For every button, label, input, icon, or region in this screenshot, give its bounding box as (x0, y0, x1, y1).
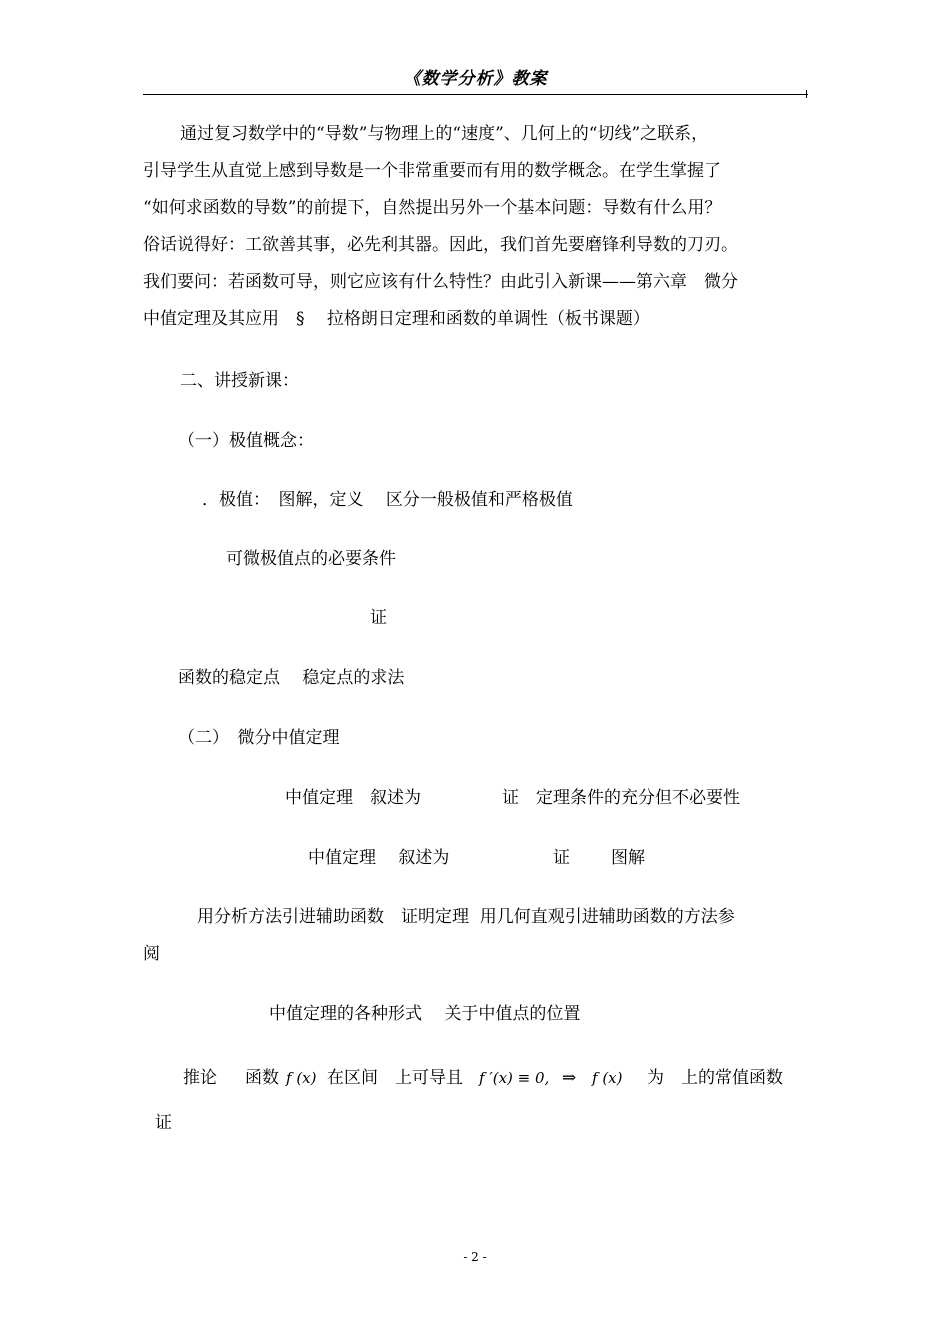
corollary-text-3: 为 上的常值函数 (647, 1068, 783, 1088)
intro-line-2: 引导学生从直觉上感到导数是一个非常重要而有用的数学概念。在学生掌握了 (143, 161, 721, 181)
theorem1-proof: 证 定理条件的充分但不必要性 (502, 788, 740, 808)
part2-title: （二） 微分中值定理 (178, 728, 340, 748)
forms-line: 中值定理的各种形式 关于中值点的位置 (269, 1004, 581, 1024)
corollary-text-2: 在区间 上可导且 (327, 1068, 463, 1088)
corollary-text-1: 函数 (245, 1068, 279, 1088)
theorem2-proof: 证 (553, 848, 570, 868)
corollary-proof: 证 (155, 1113, 172, 1133)
corollary-condition: f ′(x) ≡ 0, (479, 1069, 550, 1087)
page-header-title: 《数学分析》教案 (403, 69, 548, 89)
stationary-line: 函数的稳定点 稳定点的求法 (178, 668, 405, 688)
theorem2-diagram: 图解 (611, 848, 645, 868)
section-title: 二、讲授新课： (180, 371, 299, 391)
intro-line-3: “如何求函数的导数”的前提下，自然提出另外一个基本问题：导数有什么用？ (143, 198, 722, 218)
intro-line-5: 我们要问：若函数可导，则它应该有什么特性？由此引入新课——第六章 微分 (143, 272, 738, 292)
intro-line-1: 通过复习数学中的“导数”与物理上的“速度”、几何上的“切线”之联系， (180, 124, 709, 144)
part1-title: （一）极值概念： (178, 431, 314, 451)
extremum-line: ．极值： 图解，定义 区分一般极值和严格极值 (202, 490, 573, 510)
theorem2-statement: 中值定理 叙述为 (308, 848, 450, 868)
implies-symbol: ⇒ (562, 1068, 577, 1088)
intro-line-4: 俗话说得好：工欲善其事，必先利其器。因此，我们首先要磨锋利导数的刀刃。 (143, 235, 738, 255)
theorem1-statement: 中值定理 叙述为 (285, 788, 421, 808)
proof-label: 证 (370, 608, 387, 628)
necessary-condition: 可微极值点的必要条件 (226, 549, 396, 569)
method-line-2: 阅 (143, 944, 160, 964)
corollary-fx: f (x) (286, 1069, 317, 1087)
header-rule-end (806, 90, 807, 98)
intro-line-6: 中值定理及其应用 § 拉格朗日定理和函数的单调性（板书课题） (143, 309, 650, 329)
page-number: - 2 - (463, 1250, 487, 1264)
corollary-label: 推论 (183, 1068, 217, 1088)
header-rule (143, 94, 808, 95)
corollary-fx-2: f (x) (592, 1069, 623, 1087)
method-line-1: 用分析方法引进辅助函数 证明定理 用几何直观引进辅助函数的方法参 (197, 907, 735, 927)
